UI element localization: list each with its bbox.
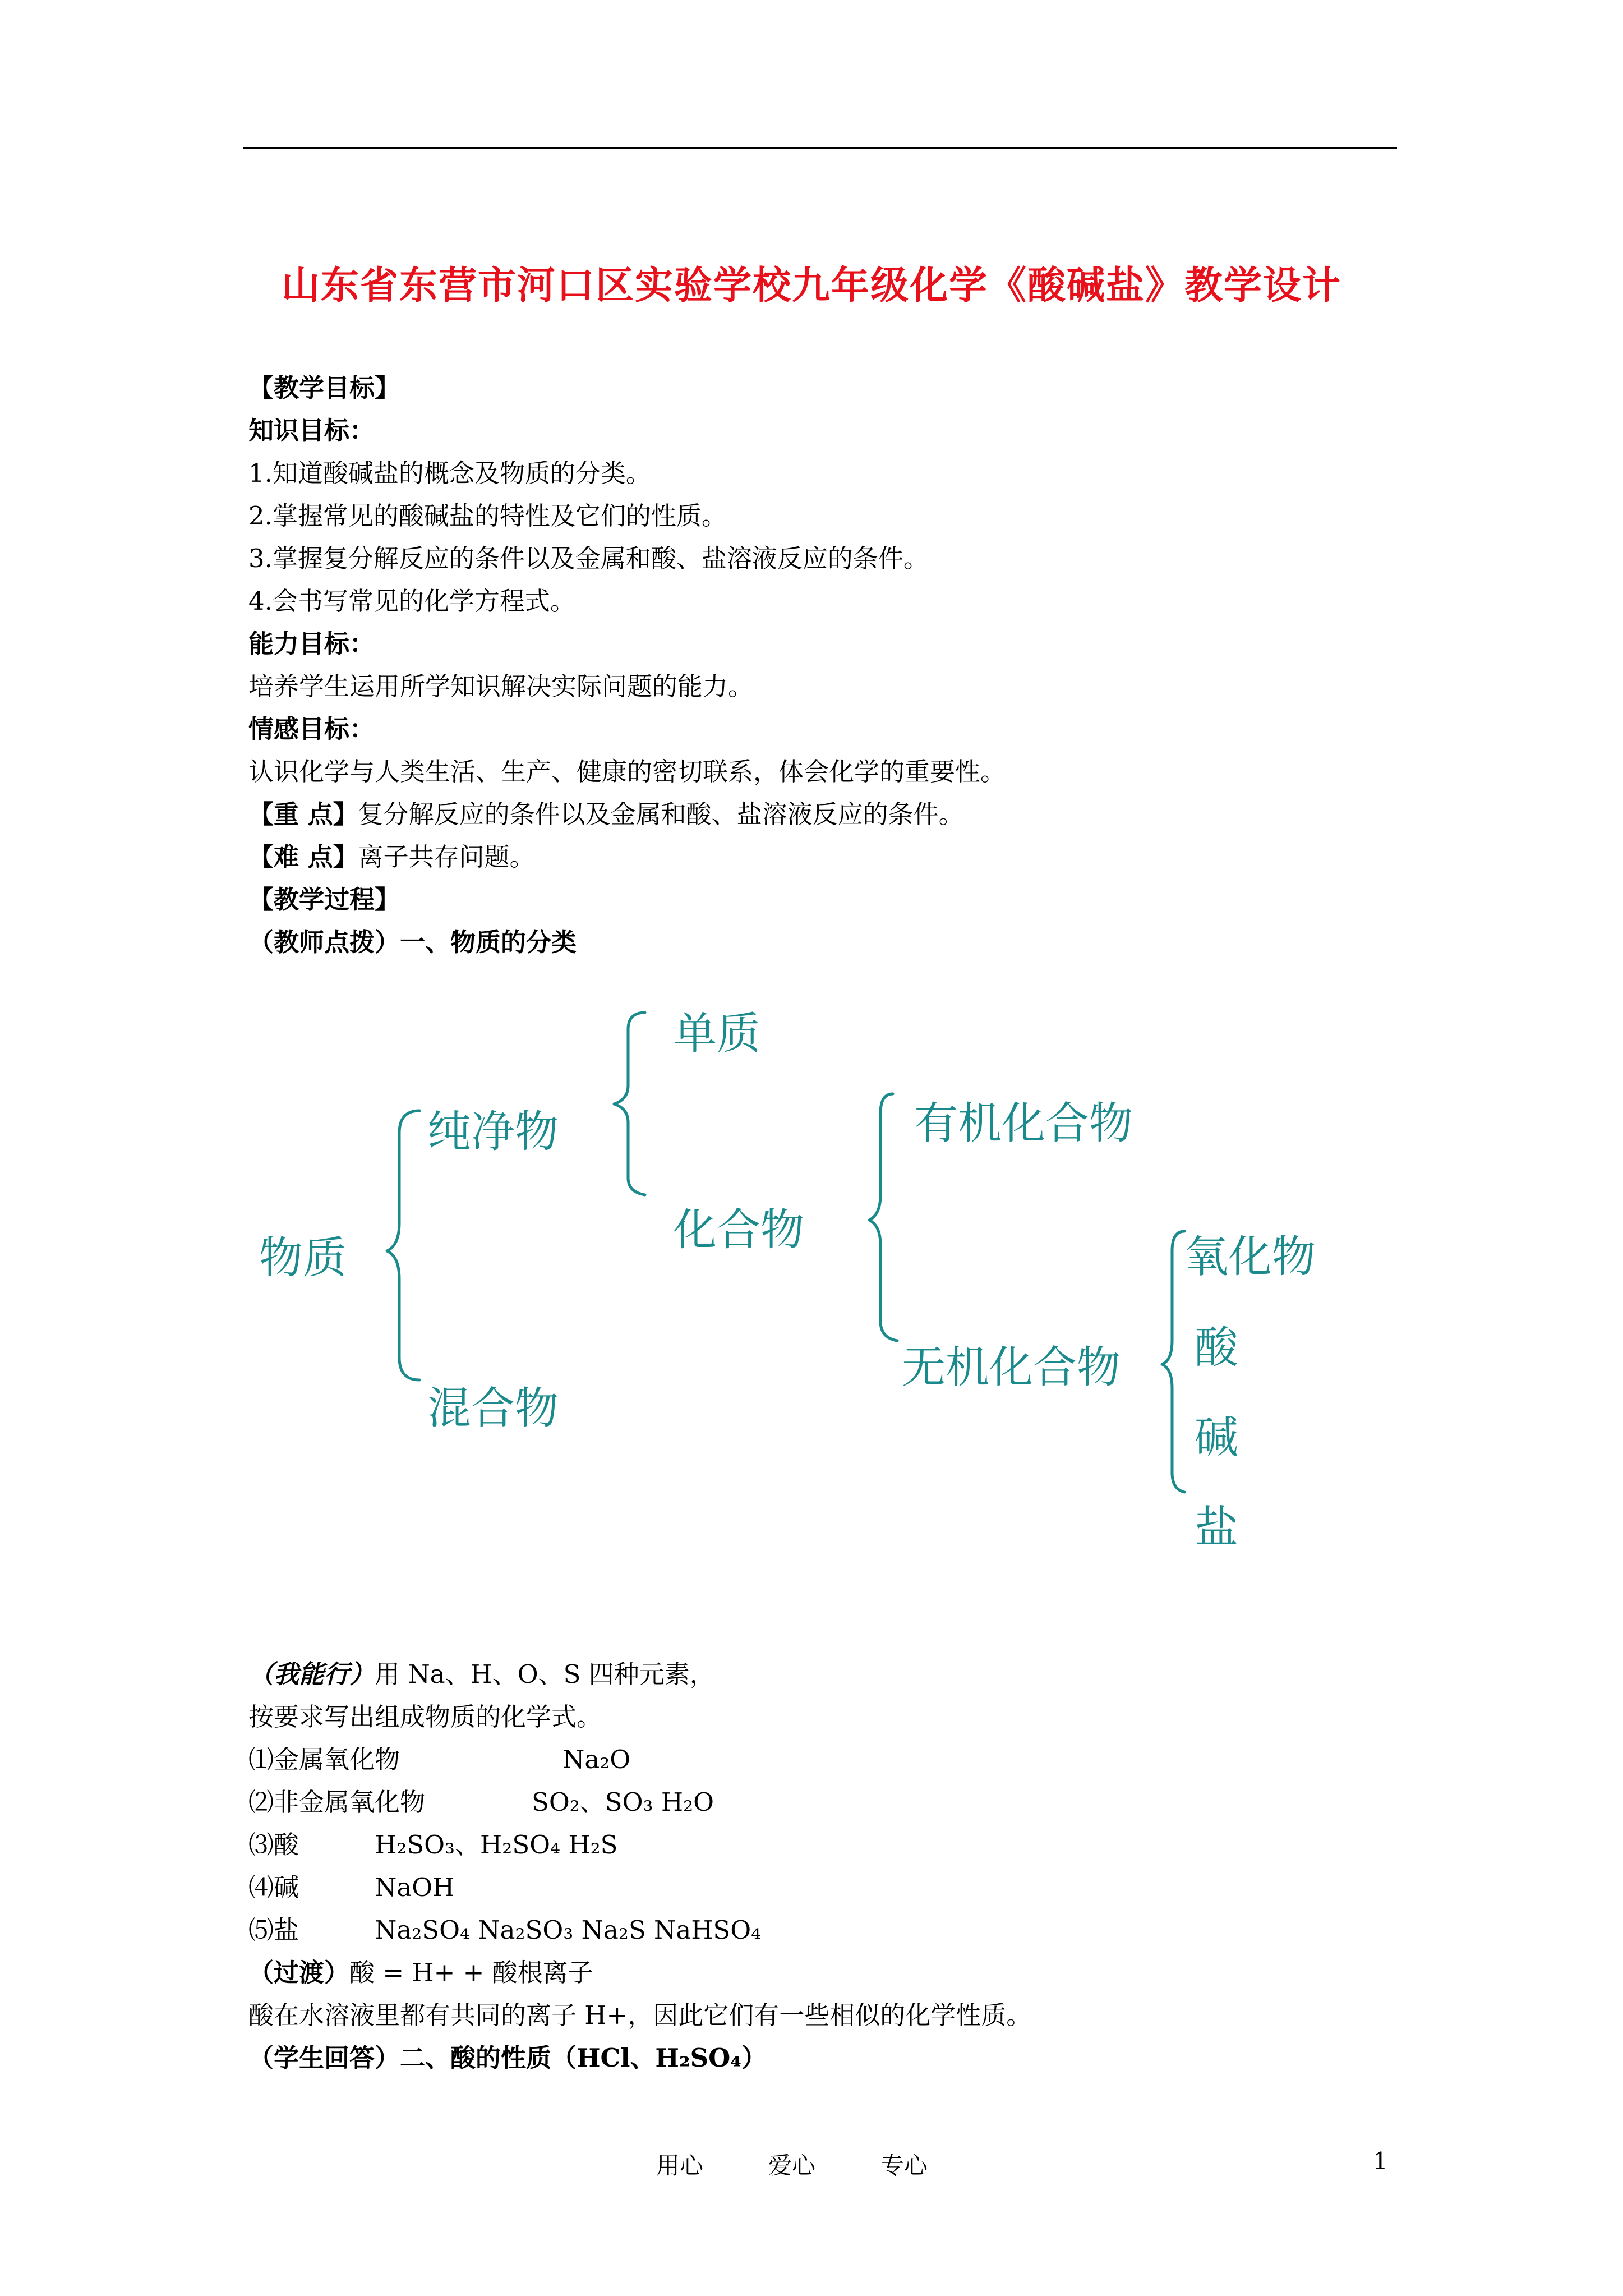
item-3-formula: H₂SO₃、H₂SO₄ H₂S [375, 1830, 618, 1860]
tree-mixture: 混合物 [427, 1383, 559, 1434]
tree-root: 物质 [259, 1233, 347, 1283]
exercise-item-4 [248, 1871, 455, 1904]
header-rule [243, 147, 1397, 149]
exercise-label: （我能行） [248, 1659, 375, 1689]
exercise-instruction: 按要求写出组成物质的化学式。 [248, 1702, 602, 1732]
section1-heading: （教师点拨）一、物质的分类 [248, 927, 577, 957]
knowledge-label: 知识目标： [248, 416, 375, 445]
difficulty-text: 离子共存问题。 [358, 842, 535, 872]
section2-heading: （学生回答）二、酸的性质（HCl、H₂SO₄） [248, 2043, 767, 2073]
item-2-label: ⑵非金属氧化物 [248, 1787, 426, 1817]
exercise-item-2 [248, 1786, 714, 1819]
tree-salt: 盐 [1195, 1502, 1239, 1553]
footer-word-1: 用心 [656, 2152, 704, 2179]
brace-inorganic [1162, 1231, 1184, 1492]
tree-oxide: 氧化物 [1184, 1232, 1316, 1282]
tree-base: 碱 [1195, 1412, 1239, 1463]
tree-pure-substance: 纯净物 [427, 1107, 559, 1157]
knowledge-item-2: 2.掌握常见的酸碱盐的特性及它们的性质。 [248, 501, 727, 531]
key-point-text: 复分解反应的条件以及金属和酸、盐溶液反应的条件。 [358, 799, 964, 829]
item-3-label: ⑶酸 [248, 1830, 299, 1860]
tree-inorganic-compound: 无机化合物 [902, 1342, 1121, 1393]
brace-compound [869, 1094, 897, 1341]
transition-explanation: 酸在水溶液里都有共同的离子 H+，因此它们有一些相似的化学性质。 [248, 2000, 1032, 2030]
objectives-heading: 【教学目标】 [248, 373, 400, 403]
document-title: 山东省东营市河口区实验学校九年级化学《酸碱盐》教学设计 [281, 263, 1341, 308]
item-1-label: ⑴金属氧化物 [248, 1745, 400, 1774]
emotion-text: 认识化学与人类生活、生产、健康的密切联系，体会化学的重要性。 [248, 757, 1006, 786]
process-heading: 【教学过程】 [248, 885, 400, 914]
item-4-label: ⑷碱 [248, 1872, 299, 1902]
ability-label: 能力目标： [248, 629, 375, 659]
brace-root [387, 1111, 419, 1380]
exercise-item-3 [248, 1828, 618, 1862]
knowledge-item-3: 3.掌握复分解反应的条件以及金属和酸、盐溶液反应的条件。 [248, 544, 929, 573]
item-1-formula: Na₂O [562, 1745, 631, 1774]
exercise-line [248, 1658, 715, 1691]
tree-organic-compound: 有机化合物 [914, 1098, 1133, 1149]
transition-line [248, 1956, 593, 1990]
item-2-formula: SO₂、SO₃ H₂O [532, 1787, 714, 1817]
item-5-label: ⑸盐 [248, 1915, 299, 1945]
transition-label: （过渡） [248, 1958, 350, 1987]
item-5-formula: Na₂SO₄ Na₂SO₃ Na₂S NaHSO₄ [375, 1915, 762, 1945]
footer-word-3: 专心 [880, 2152, 928, 2179]
tree-compound: 化合物 [673, 1205, 805, 1255]
exercise-item-5 [248, 1913, 762, 1947]
knowledge-item-4: 4.会书写常见的化学方程式。 [248, 586, 575, 616]
exercise-text: 用 Na、H、O、S 四种元素， [375, 1659, 715, 1689]
key-point-label: 【重 点】 [248, 799, 358, 829]
emotion-label: 情感目标： [248, 714, 375, 744]
difficulty-label: 【难 点】 [248, 842, 358, 872]
ability-text: 培养学生运用所学知识解决实际问题的能力。 [248, 671, 754, 701]
brace-pure [614, 1013, 645, 1195]
knowledge-item-1: 1.知道酸碱盐的概念及物质的分类。 [248, 458, 651, 488]
transition-text: 酸 = H+ + 酸根离子 [349, 1958, 593, 1987]
tree-acid: 酸 [1195, 1323, 1239, 1373]
tree-element: 单质 [673, 1009, 761, 1059]
exercise-item-1 [248, 1743, 631, 1777]
footer-word-2: 爱心 [768, 2152, 816, 2179]
page-number: 1 [1373, 2147, 1388, 2175]
item-4-formula: NaOH [375, 1872, 455, 1902]
key-point-line [248, 798, 964, 831]
difficulty-line [248, 840, 535, 874]
